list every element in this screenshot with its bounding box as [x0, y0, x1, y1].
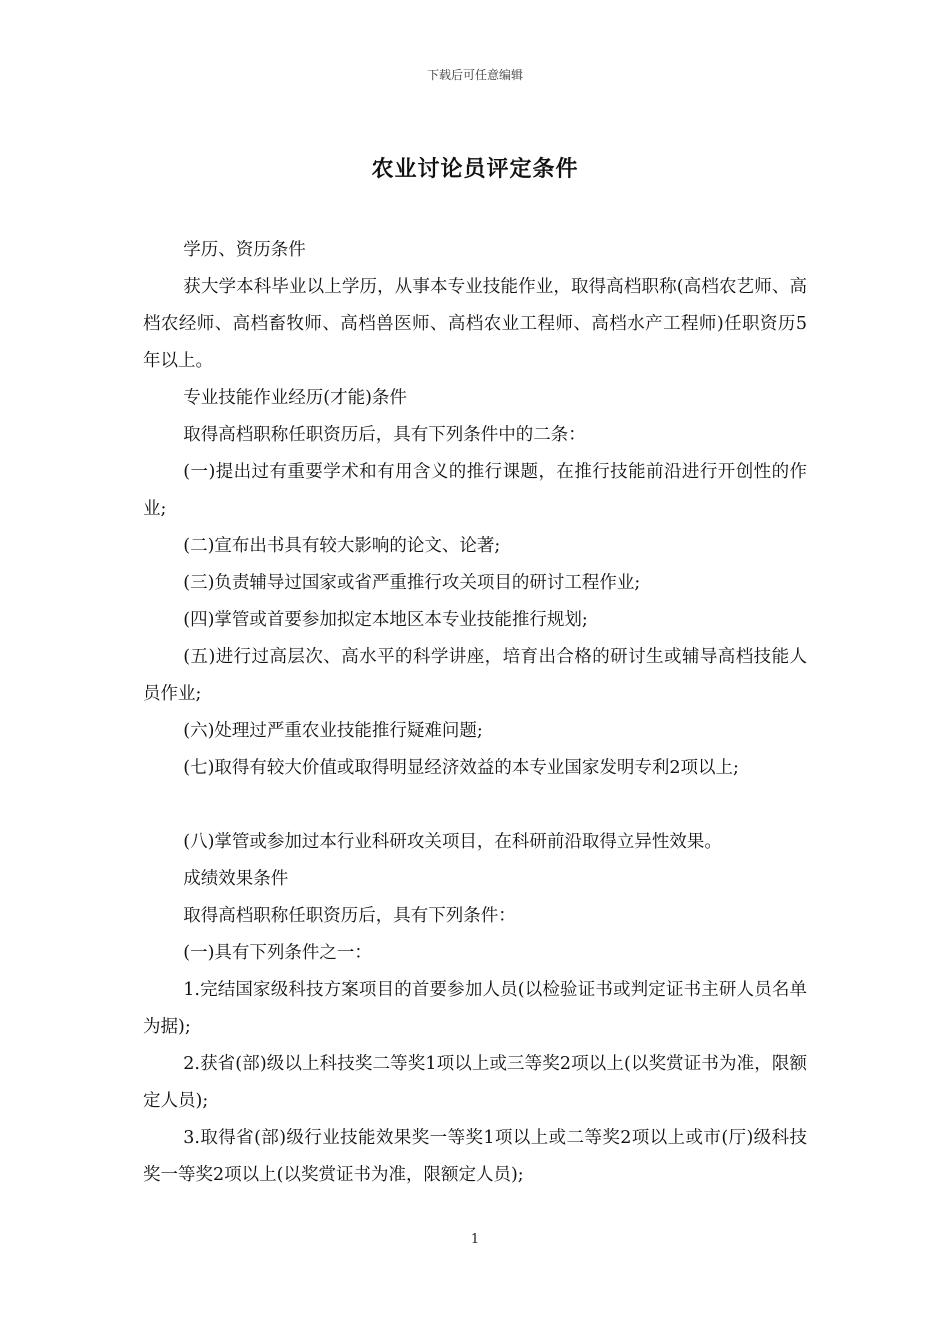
list-item: (五)进行过高层次、高水平的科学讲座，培育出合格的研讨生或辅导高档技能人员作业; — [143, 647, 807, 704]
list-item: (二)宣布出书具有较大影响的论文、论著; — [183, 536, 501, 556]
blank-line — [143, 787, 807, 824]
section-heading-achievements: 成绩效果条件 — [183, 869, 289, 889]
section-heading-education: 学历、资历条件 — [183, 240, 306, 260]
list-item: (一)提出过有重要学术和有用含义的推行课题，在推行技能前沿进行开创性的作业; — [143, 462, 807, 519]
paragraph: 获大学本科毕业以上学历，从事本专业技能作业，取得高档职称(高档农艺师、高档农经师、高档畜牧师、高档兽医师、高档农业工程师、高档水产工程师)任职资历5年以上。 — [143, 277, 807, 371]
list-item: (三)负责辅导过国家或省严重推行攻关项目的研讨工程作业; — [183, 573, 641, 593]
list-item: 3.取得省(部)级行业技能效果奖一等奖1项以上或二等奖2项以上或市(厅)级科技奖一等奖2项以上(以奖赏证书为准，限额定人员); — [143, 1128, 807, 1185]
list-item: 2.获省(部)级以上科技奖二等奖1项以上或三等奖2项以上(以奖赏证书为准，限额定人员); — [143, 1054, 807, 1111]
header-note: 下载后可任意编辑 — [426, 68, 523, 82]
list-item: (一)具有下列条件之一： — [183, 943, 372, 963]
list-item: 1.完结国家级科技方案项目的首要参加人员(以检验证书或判定证书主研人员名单为据); — [143, 980, 807, 1037]
section-heading-experience: 专业技能作业经历(才能)条件 — [183, 388, 407, 408]
list-item: (四)掌管或首要参加拟定本地区本专业技能推行规划; — [183, 610, 588, 630]
list-item: (七)取得有较大价值或取得明显经济效益的本专业国家发明专利2项以上; — [183, 758, 739, 778]
document-title: 农业讨论员评定条件 — [371, 156, 579, 182]
paragraph: 取得高档职称任职资历后，具有下列条件： — [183, 906, 516, 926]
document-body — [143, 232, 807, 1194]
list-item: (六)处理过严重农业技能推行疑难问题; — [183, 721, 483, 741]
page-number: 1 — [470, 1232, 480, 1247]
paragraph: 取得高档职称任职资历后，具有下列条件中的二条： — [183, 425, 586, 445]
list-item: (八)掌管或参加过本行业科研攻关项目，在科研前沿取得立异性效果。 — [183, 832, 722, 852]
